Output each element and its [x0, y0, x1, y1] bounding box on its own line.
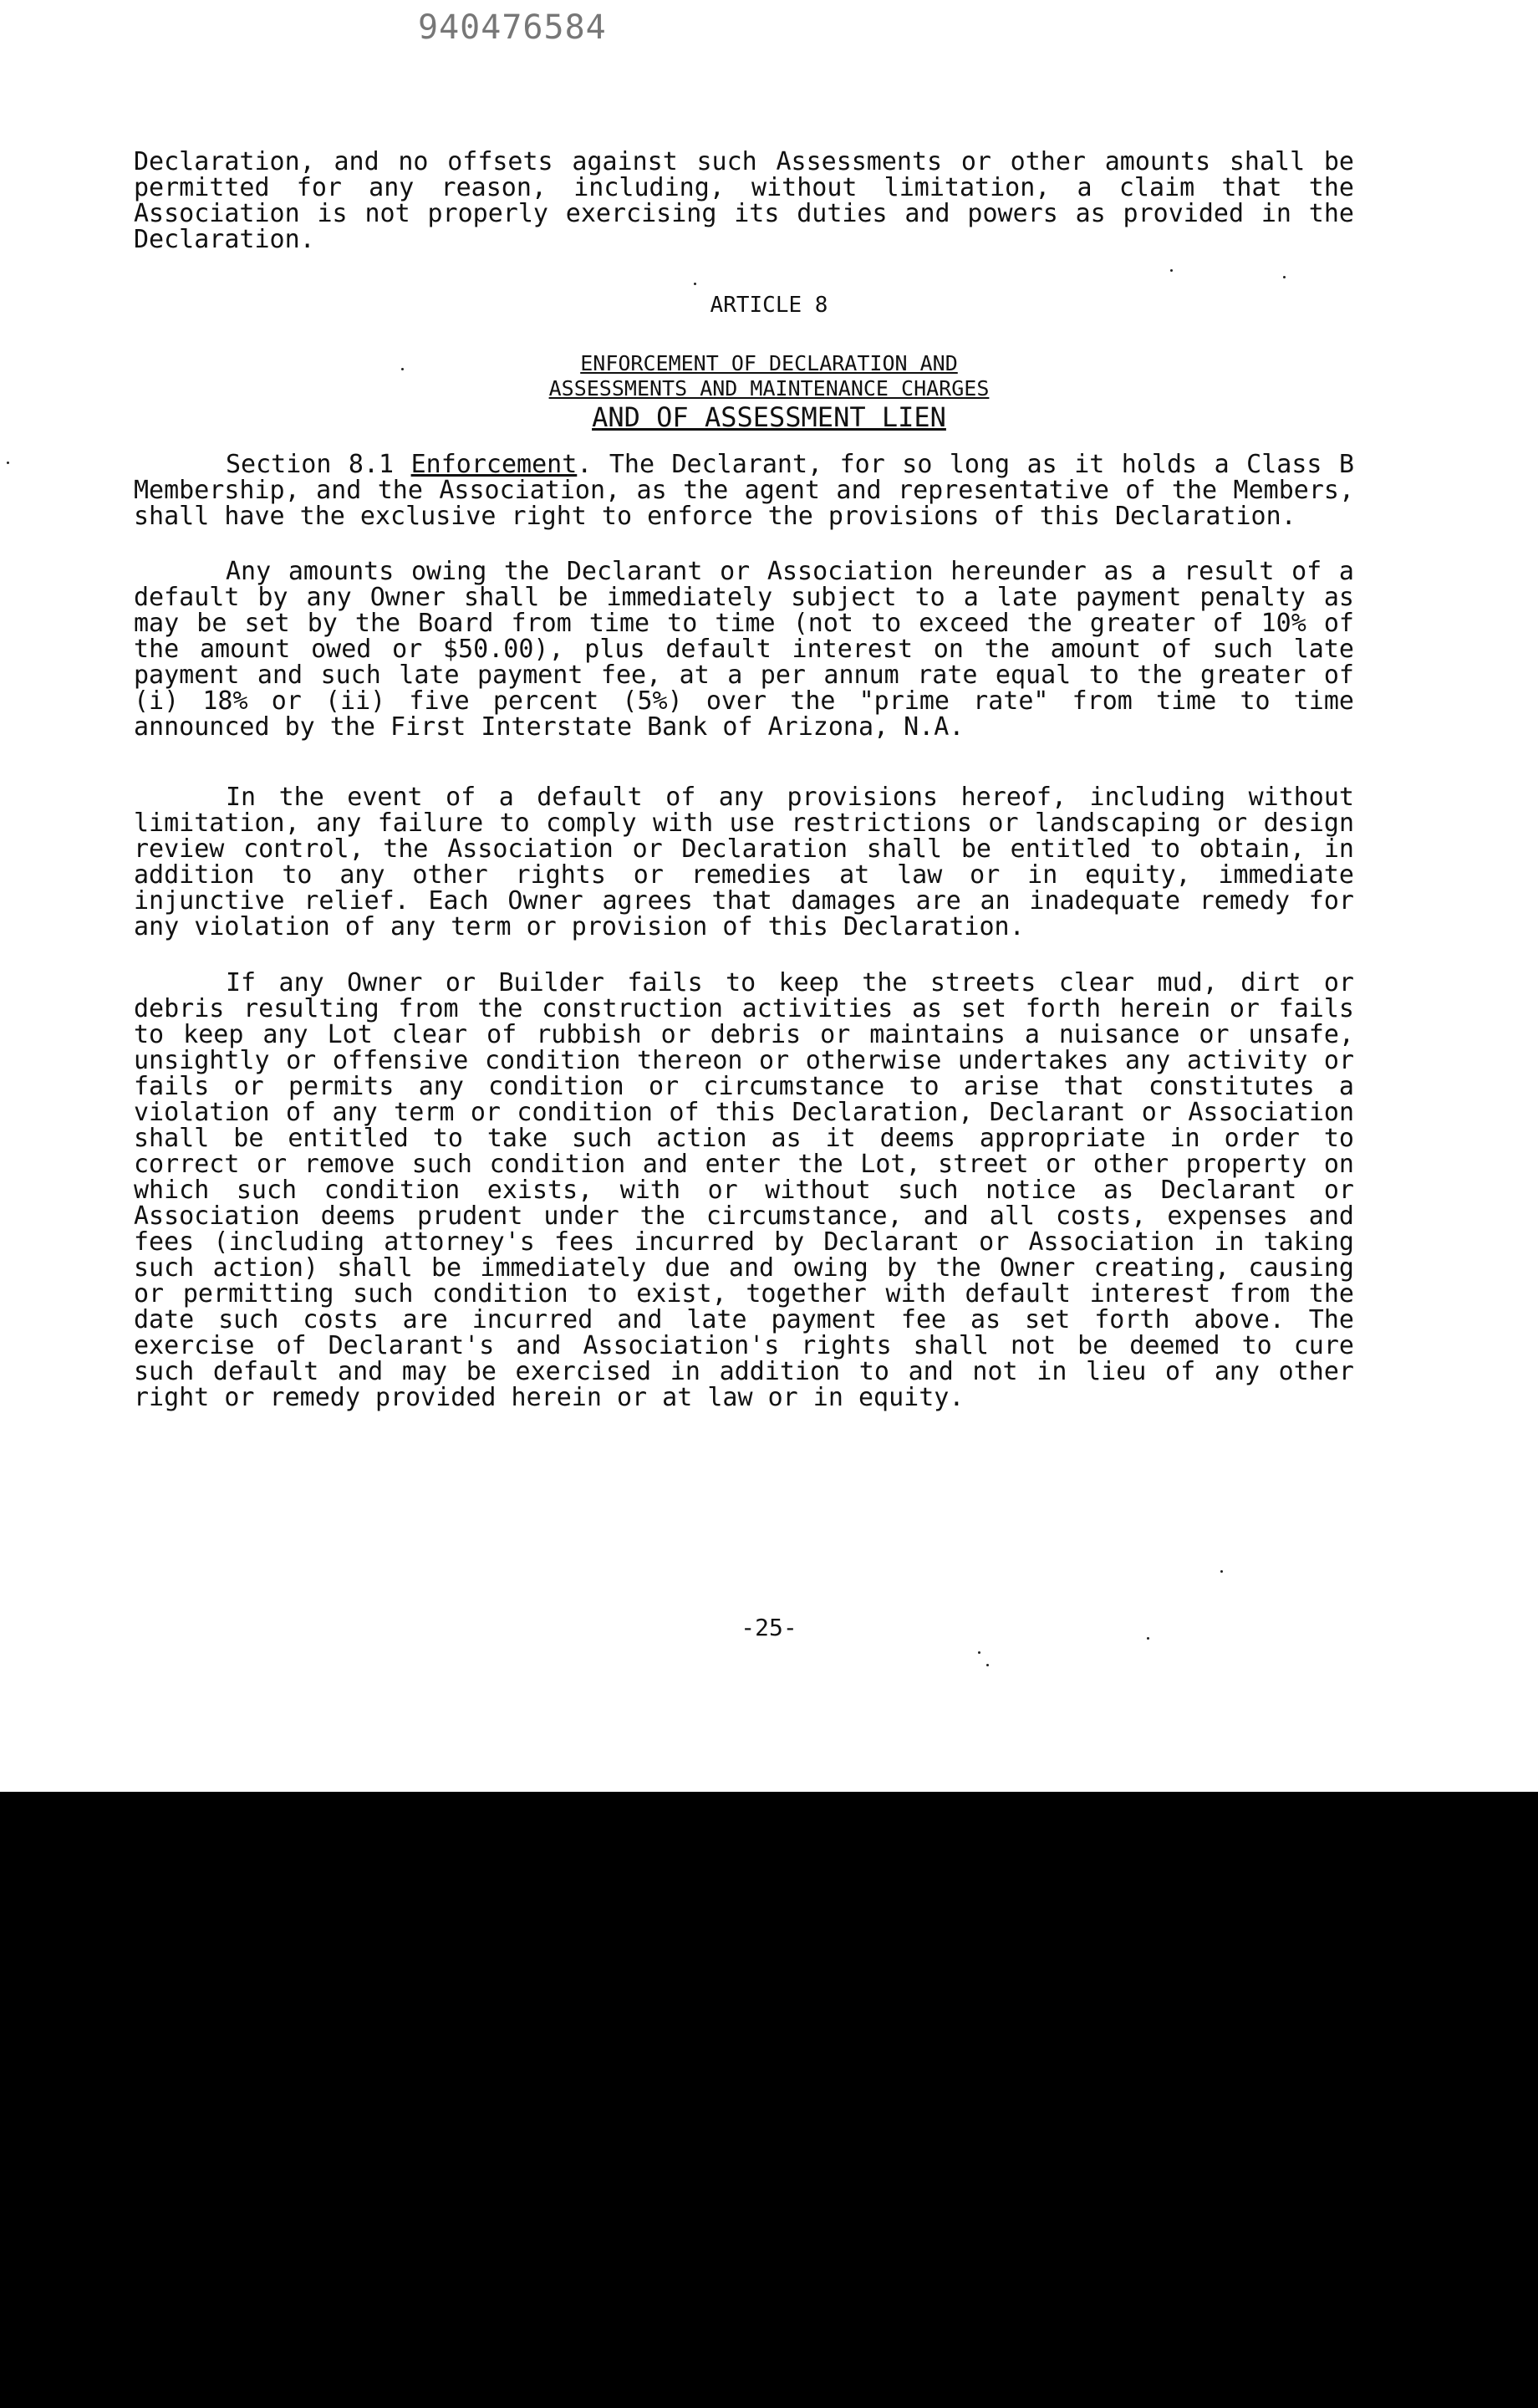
article-title-line-3: AND OF ASSESSMENT LIEN	[592, 401, 946, 433]
owner-default-text: If any Owner or Builder fails to keep the streets clear mud, dirt or debris resulting from the construction activities as set forth herein or fails to keep any Lot clear of rubbish or debris or maintains a nuisance or unsafe, unsightly or offensive condition thereon or otherwise undertakes any activity or fails or permits any condition or circumstance to arise that constitutes a violation of any term or condition of this Declaration, Declarant or Association shall be entitled to take such action as it deems appropriate in order to correct or remove such condition and enter the Lot, street or other property on which such condition exists, with or without such notice as Declarant or Association deems prudent under the circumstance, and all costs, expenses and fees (including attorney's fees incurred by Declarant or Association in taking such action) shall be immediately due and owing by the Owner creating, causing or permitting such condition to exist, together with default interest from the date such costs are incurred and late payment fee as set forth above. The exercise of Declarant's and Association's rights shall not be deemed to cure such default and may be exercised in addition to and not in lieu of any other right or remedy provided herein or at law or in equity.	[134, 968, 1354, 1412]
article-heading: ARTICLE 8	[710, 293, 828, 318]
section-label: Section 8.1	[226, 450, 395, 479]
scan-speck	[1283, 276, 1286, 278]
late-payment-paragraph	[134, 559, 1354, 740]
intro-paragraph: Declaration, and no offsets against such Assessments or other amounts shall be permitted for any reason, including, without limitation, a claim that the Association is not properly exercising its duties and powers as provided in the Declaration.	[134, 147, 1354, 254]
injunctive-relief-text: In the event of a default of any provisions hereof, including without limitation, any failure to comply with use restrictions or landscaping or design review control, the Association or Declaration shall be entitled to obtain, in addition to any other rights or remedies at law or in equity, immediate injunctive relief. Each Owner agrees that damages are an inadequate remedy for any violation of any term or provision of this Declaration.	[134, 783, 1354, 941]
scan-speck	[401, 368, 404, 370]
scan-speck	[978, 1651, 980, 1654]
scan-speck	[986, 1664, 989, 1666]
scan-speck	[1147, 1637, 1149, 1640]
page-number: -25-	[741, 1614, 797, 1641]
section-heading: Enforcement	[410, 450, 578, 479]
owner-default-paragraph	[134, 970, 1354, 1411]
section-text: The Declarant, for so long as it holds a Class B Membership, and the Association, as the agent and representative of the Members, shall have the exclusive right to enforce the provisions of this Declaration.	[134, 450, 1354, 531]
scan-speck	[694, 283, 696, 285]
scan-speck	[1170, 269, 1173, 272]
injunctive-relief-paragraph	[134, 784, 1354, 940]
late-payment-text: Any amounts owing the Declarant or Association hereunder as a result of a default by any Owner shall be immediately subject to a late payment penalty as may be set by the Board from time to time (not to exceed the greater of 10% of the amount owed or $50.00), plus default interest on the amount of such late payment and such late payment fee, at a per annum rate equal to the greater of (i) 18% or (ii) five percent (5%) over the "prime rate" from time to time announced by the First Interstate Bank of Arizona, N.A.	[134, 557, 1354, 742]
article-title-line-2: ASSESSMENTS AND MAINTENANCE CHARGES	[548, 376, 990, 400]
article-title-line-1: ENFORCEMENT OF DECLARATION AND	[580, 351, 958, 375]
scan-speck	[1220, 1570, 1223, 1573]
document-number: 940476584	[418, 8, 607, 47]
scan-speck	[7, 462, 9, 464]
section-8-1-paragraph: Section 8.1 Enforcement. The Declarant, for so long as it holds a Class B Membership, and the Association, as the agent and representative of the Members, shall have the exclusive right to enforce the provisions of this Declaration.	[134, 450, 1354, 531]
